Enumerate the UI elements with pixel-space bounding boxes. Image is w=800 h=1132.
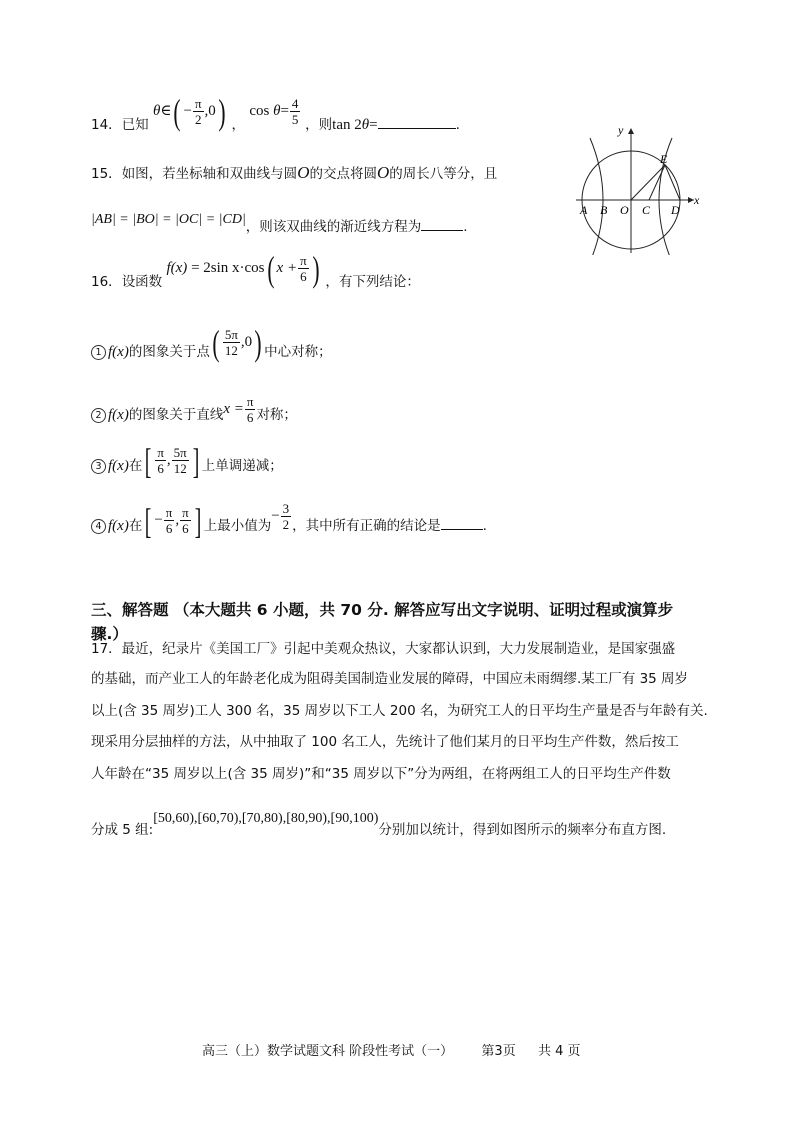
footer-title: 高三（上）数学试题文科 阶段性考试（一） — [202, 1044, 454, 1059]
math-expression: f(x) — [108, 518, 129, 534]
statement-3 — [91, 440, 283, 486]
question-16 — [91, 248, 420, 312]
x-axis-label: x — [694, 193, 700, 207]
y-axis-label: y — [618, 123, 624, 137]
circled-number-1: 1 — [91, 345, 106, 360]
question-text: ，则 — [305, 117, 333, 133]
statement-text: 在 — [128, 458, 143, 474]
page-footer — [202, 1040, 581, 1059]
math-expression: [ $\frac{\pi}{6}$ , $\frac{5\pi}{12}$ ] — [145, 440, 200, 481]
question-text: 的周长八等分，且 — [389, 166, 498, 182]
question-text: ，有下列结论： — [325, 274, 420, 290]
interval-list: [50,60),[60,70),[70,80),[80,90),[90,100) — [153, 811, 379, 826]
math-expression: f(x) = 2sin x·cos( x + $\frac{\pi}{6}$ ) — [166, 248, 320, 289]
math-expression: f(x) — [108, 344, 129, 360]
math-expression: ( $\frac{5\pi}{12}$ ,0) — [212, 322, 262, 363]
answer-blank[interactable] — [441, 515, 483, 530]
question-text: ，则该双曲线的渐近线方程为 — [245, 219, 422, 235]
question-17-line-1: 17．最近，纪录片《美国工厂》引起中美观众热议，大家都认识到，大力发展制造业，是国家强盛 — [91, 641, 676, 657]
question-15-line-1 — [91, 162, 497, 183]
question-text: 设函数 — [121, 274, 163, 290]
math-expression: − $\frac{3}{2}$ — [271, 501, 290, 533]
segment-ed — [665, 165, 680, 200]
statement-text: 中心对称； — [264, 344, 332, 360]
statement-text: 上单调递减； — [201, 458, 283, 474]
circled-number-3: 3 — [91, 459, 106, 474]
question-text: 的交点将圆 — [309, 166, 377, 182]
math-expression: x = $\frac{\pi}{6}$ — [223, 394, 254, 426]
statement-text: ，其中所有正确的结论是 — [292, 518, 441, 534]
question-text: ， — [231, 117, 246, 133]
math-expression: [ − $\frac{\pi}{6}$ , $\frac{\pi}{6}$ ] — [145, 500, 202, 541]
question-17-line-6 — [91, 812, 666, 849]
point-e-label: E — [660, 152, 668, 166]
section-title: 三、解答题 （本大题共 6 小题，共 70 分. 解答应写出文字说明、证明过程或演算步 — [91, 601, 674, 619]
question-17-line-2: 的基础，而产业工人的年龄老化成为阻碍美国制造业发展的障碍，中国应未雨绸缪.某工厂有 35 周岁 — [91, 671, 689, 687]
point-d-label: D — [671, 203, 680, 217]
statement-text: 上最小值为 — [203, 518, 272, 534]
math-expression: f(x) — [108, 458, 129, 474]
circled-number-2: 2 — [91, 408, 106, 423]
question-number: 15． — [91, 166, 122, 182]
statement-text: 分别加以统计，得到如图所示的频率分布直方图. — [378, 822, 667, 838]
statement-text: 的图象关于直线 — [128, 407, 224, 423]
question-15-line-2: |AB| = |BO| = |OC| = |CD|，则该双曲线的渐近线方程为 . — [91, 212, 468, 235]
answer-blank[interactable] — [421, 216, 463, 231]
segment-ec — [649, 165, 665, 200]
point-b-label: B — [600, 203, 608, 217]
question-17-line-5: 人年龄在“35 周岁以上(含 35 周岁)”和“35 周岁以下”分为两组，在将两组工人的日平均生产件数 — [91, 766, 671, 782]
hyperbola-circle-figure — [576, 120, 706, 255]
statement-4: 4 f(x)在[ − $\frac{\pi}{6}$ , $\frac{\pi}{6}$ ] 上最小值为− $\frac{3}{2}$ ，其中所有正确的结论是 . — [91, 496, 487, 556]
math-expression: tan 2θ= — [332, 117, 378, 133]
math-expression: θ∈( − $\frac{\pi}{2}$ ,0) — [152, 91, 226, 132]
question-number: 16． — [91, 274, 122, 290]
question-text: 如图，若坐标轴和双曲线与圆 — [121, 166, 298, 182]
y-axis-arrow — [628, 128, 634, 134]
statement-2 — [91, 395, 297, 435]
hyperbola-left-branch — [590, 138, 603, 255]
math-expression: f(x) — [108, 407, 129, 423]
question-17-line-3: 以上(含 35 周岁)工人 300 名，35 周岁以下工人 200 名，为研究工人的日平均生产量是否与年龄有关. — [91, 703, 708, 719]
point-a-label: A — [580, 203, 588, 217]
point-c-label: C — [642, 203, 651, 217]
statement-text: 在 — [128, 518, 143, 534]
question-14: 14．已知 θ∈( − $\frac{\pi}{2}$ ,0) ， cos θ= $\frac{4}{5}$ ，则tan 2θ= . — [91, 91, 460, 133]
statement-1 — [91, 322, 332, 382]
statement-text: 对称； — [256, 407, 297, 423]
math-expression: cos θ= $\frac{4}{5}$ — [249, 96, 299, 128]
footer-page-number: 第3页 — [481, 1044, 516, 1059]
math-symbol: O — [376, 163, 390, 182]
section-title-cont: 骤.） — [91, 625, 128, 643]
statement-text: 的图象关于点 — [128, 344, 210, 360]
question-17-line-4: 现采用分层抽样的方法，从中抽取了 100 名工人，先统计了他们某月的日平均生产件数，然后按工 — [91, 734, 679, 750]
point-o-label: O — [620, 203, 629, 217]
footer-total-pages: 共 4 页 — [537, 1044, 581, 1059]
math-symbol: O — [297, 163, 310, 182]
answer-blank[interactable] — [378, 114, 456, 129]
math-expression: |AB| = |BO| = |OC| = |CD| — [91, 212, 246, 227]
circled-number-4: 4 — [91, 519, 106, 534]
statement-text: 分成 5 组: — [91, 822, 154, 838]
question-text: 已知 — [121, 117, 149, 133]
question-number: 14． — [91, 117, 122, 133]
